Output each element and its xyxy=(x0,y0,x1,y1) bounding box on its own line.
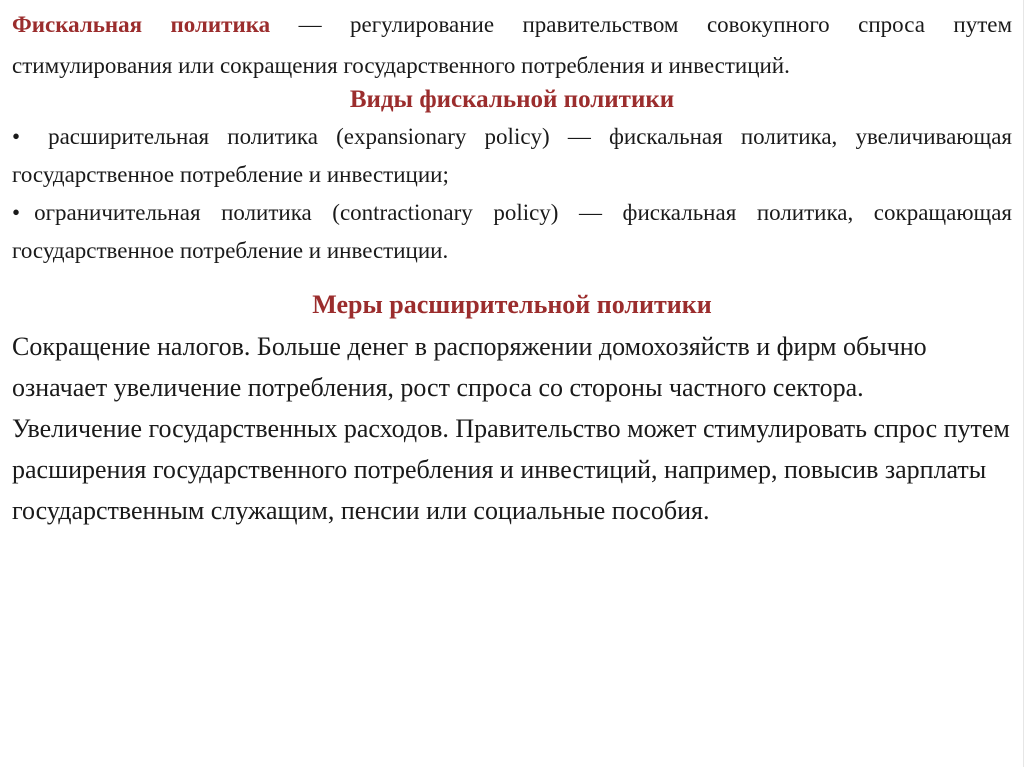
bullet-icon: • xyxy=(12,124,21,149)
measures-heading: Меры расширительной политики xyxy=(312,290,712,319)
definition-paragraph xyxy=(12,4,1012,86)
slide-content xyxy=(12,4,1012,531)
list-item-text: ограничительная политика (contractionary policy) — фискальная политика, сокращающая государственное потребление и инвестиции. xyxy=(12,200,1012,263)
list-item-text: расширительная политика (expansionary policy) — фискальная политика, увеличивающая государственное потребление и инвестиции; xyxy=(12,124,1012,187)
list-item xyxy=(12,194,1012,270)
measure-paragraph: Сокращение налогов. Больше денег в распоряжении домохозяйств и фирм обычно означает увеличение потребления, рост спроса со стороны частного сектора. xyxy=(12,332,927,402)
types-list xyxy=(12,118,1012,270)
measure-paragraph: Увеличение государственных расходов. Правительство может стимулировать спрос путем расширения государственного потребления и инвестиций, например, повысив зарплаты государственным служащим, пенсии или социальные пособия. xyxy=(12,414,1010,525)
types-heading: Виды фискальной политики xyxy=(349,86,675,113)
definition-text: — регулирование правительством совокупного спроса путем стимулирования или сокращения государственного потребления и инвестиций. xyxy=(12,12,1013,78)
bullet-icon: • xyxy=(12,200,21,225)
measures-block xyxy=(12,326,1012,531)
definition-term: Фискальная политика xyxy=(12,12,271,37)
list-item xyxy=(12,118,1012,194)
